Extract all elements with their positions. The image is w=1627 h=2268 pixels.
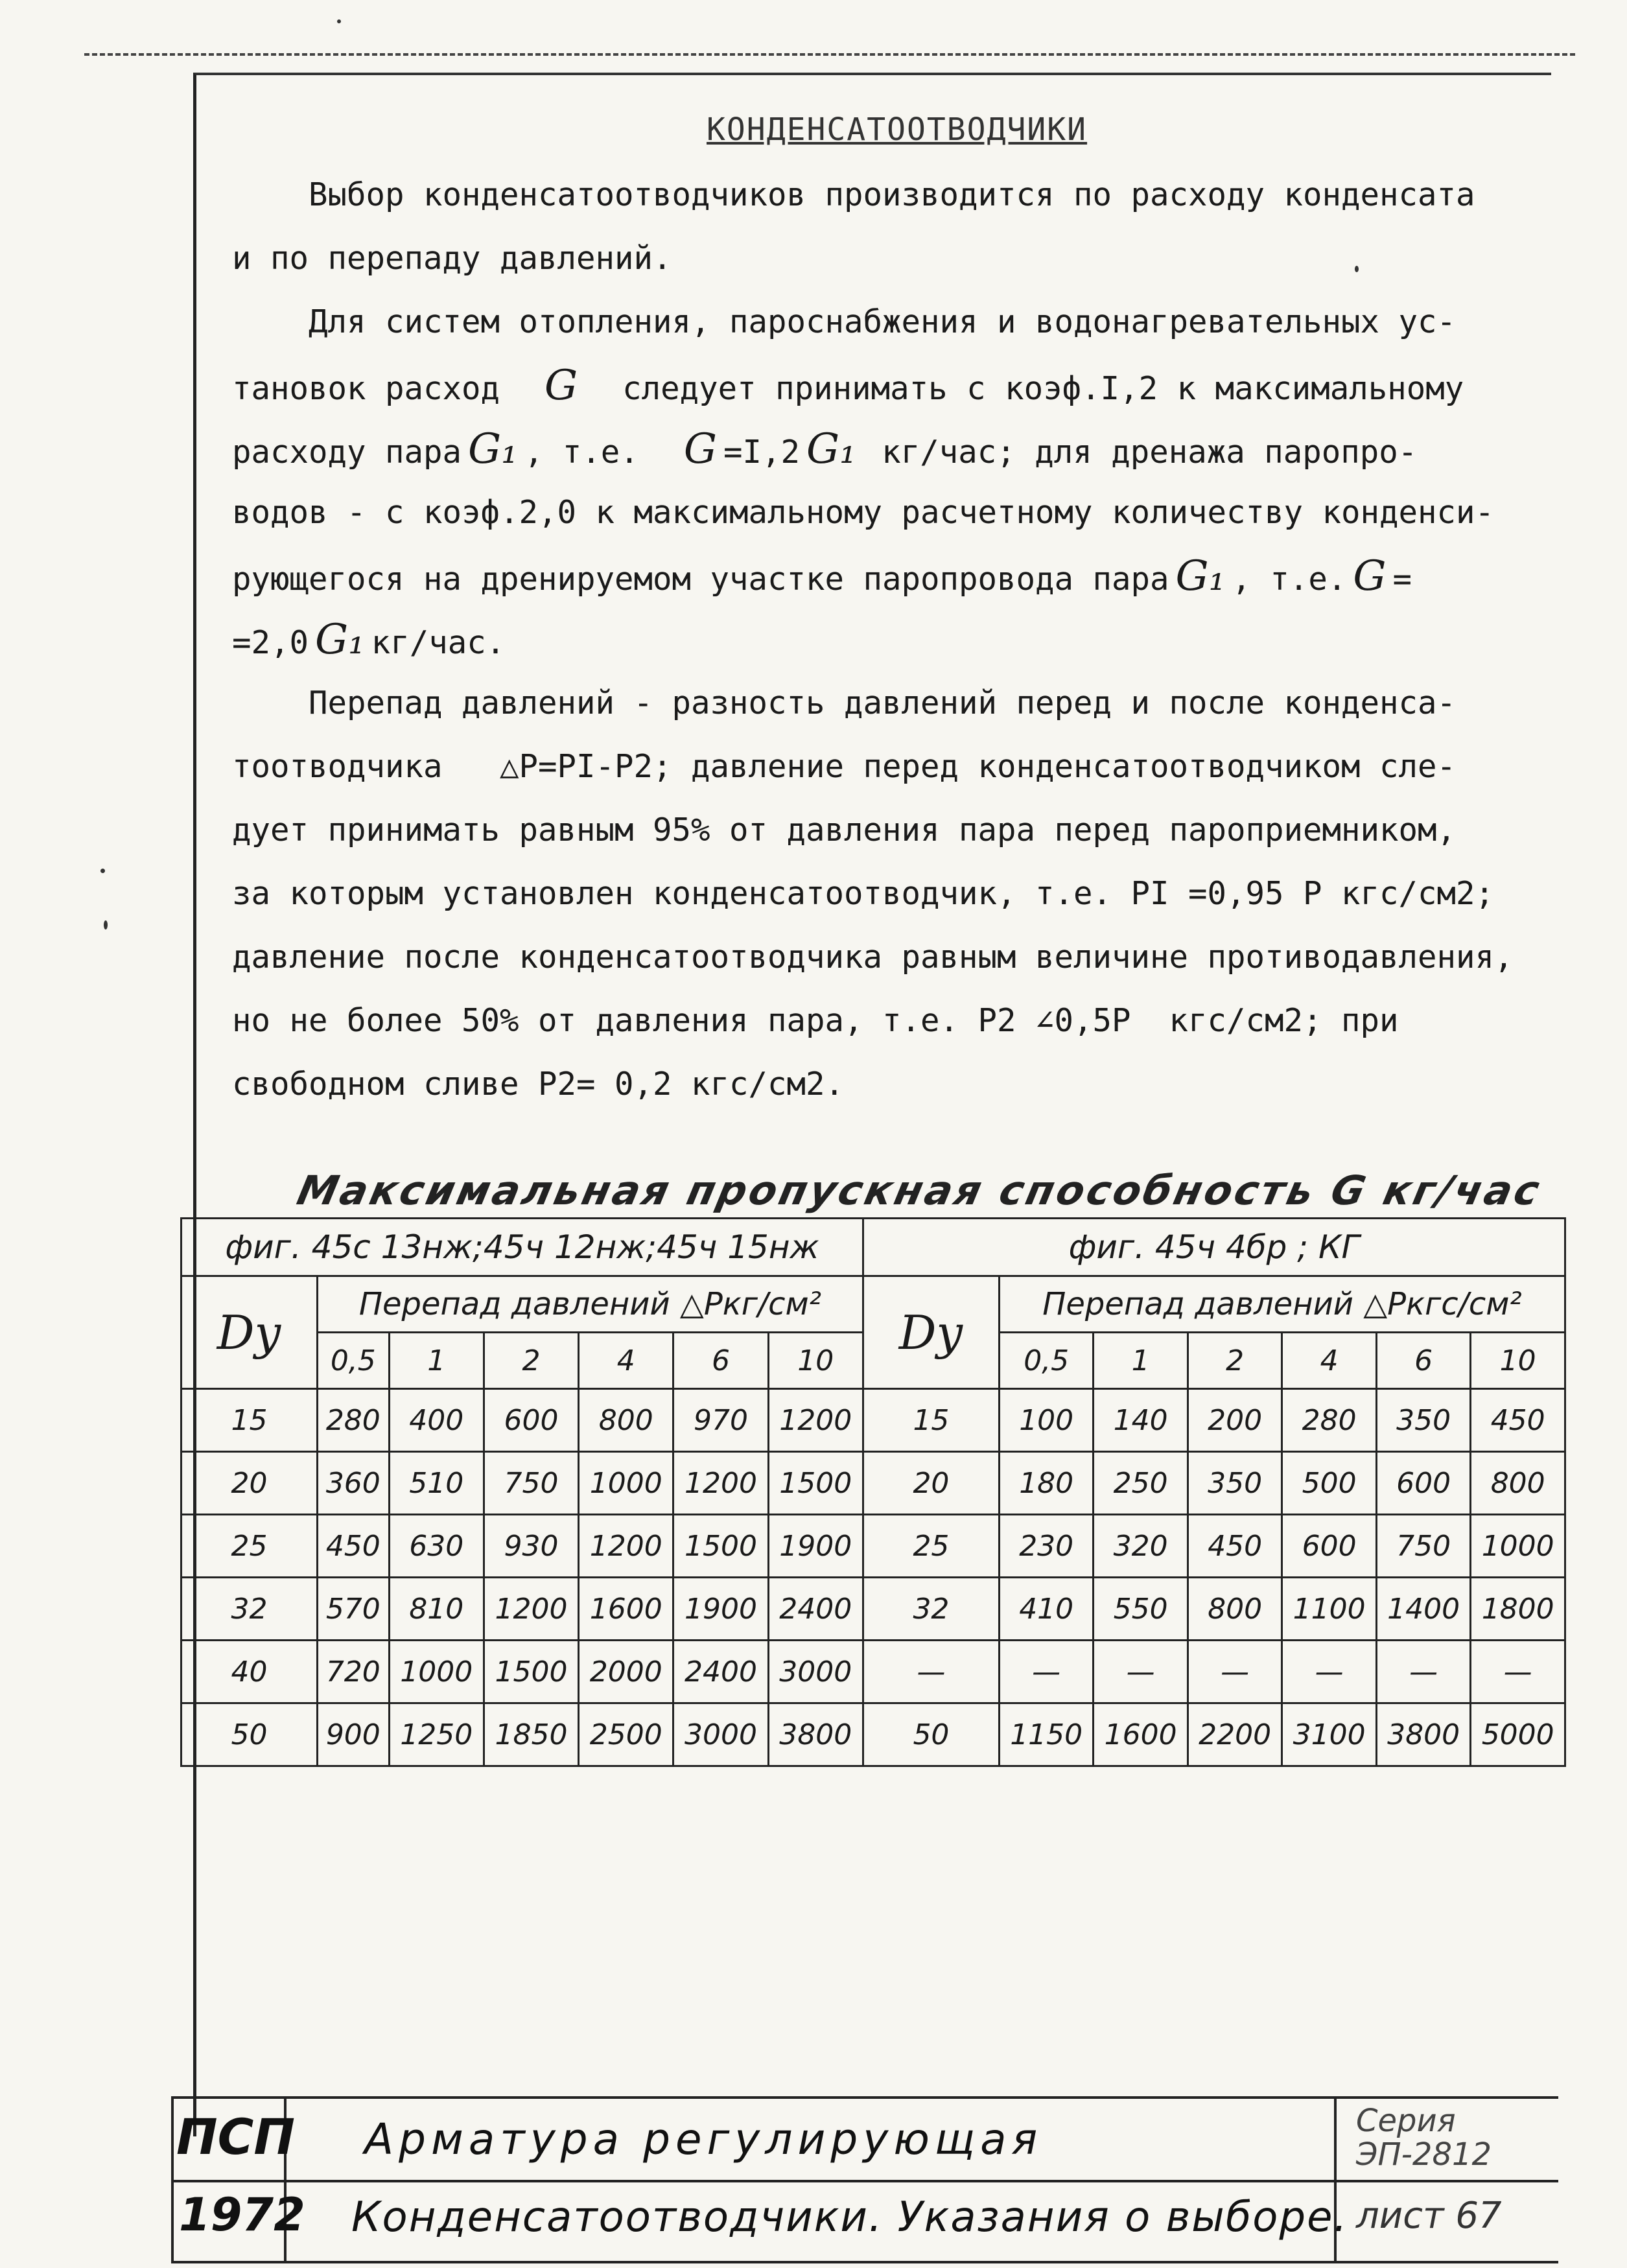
capacity-cell: 400 — [389, 1389, 484, 1452]
symbol-g: G — [683, 425, 717, 473]
capacity-cell: 410 — [999, 1578, 1093, 1641]
dy-cell: 40 — [181, 1641, 318, 1703]
title-block-title-cell — [287, 2099, 1479, 2261]
symbol-g1: G₁ — [806, 425, 856, 473]
dy-cell: 50 — [863, 1703, 999, 1766]
pressure-col: 1 — [389, 1333, 484, 1389]
paragraph-line: водов - с коэф.2,0 к максимальному расчетному количеству конденси- — [232, 494, 1495, 531]
top-rule — [84, 53, 1575, 56]
capacity-cell: 100 — [999, 1389, 1093, 1452]
dy-cell: 20 — [863, 1452, 999, 1515]
symbol-g1: G₁ — [315, 616, 365, 664]
capacity-cell: 200 — [1188, 1389, 1282, 1452]
capacity-cell: 3000 — [673, 1703, 768, 1766]
capacity-cell: 230 — [999, 1515, 1093, 1578]
capacity-cell: 1500 — [484, 1641, 578, 1703]
capacity-cell: 1500 — [673, 1515, 768, 1578]
capacity-cell: 600 — [484, 1389, 578, 1452]
capacity-cell: 500 — [1282, 1452, 1376, 1515]
capacity-cell: 3800 — [768, 1703, 863, 1766]
capacity-cell: 350 — [1376, 1389, 1470, 1452]
capacity-cell: 1400 — [1376, 1578, 1470, 1641]
capacity-cell: 5000 — [1471, 1703, 1565, 1766]
capacity-cell: 1150 — [999, 1703, 1093, 1766]
capacity-cell: 600 — [1282, 1515, 1376, 1578]
capacity-cell: 1600 — [1094, 1703, 1188, 1766]
pressure-col: 10 — [1471, 1333, 1565, 1389]
paragraph-line: за которым установлен конденсатоотводчик, т.е. PI =0,95 P кгс/см2; — [232, 875, 1495, 912]
pressure-col: 0,5 — [318, 1333, 390, 1389]
symbol-g: G — [544, 362, 578, 410]
table-title: Максимальная пропускная способность G кг/час — [293, 1167, 1547, 1214]
capacity-cell: 2000 — [579, 1641, 673, 1703]
capacity-cell: 1800 — [1471, 1578, 1565, 1641]
pressure-header-left: Перепад давлений △Pкг/см² — [318, 1276, 863, 1333]
pressure-col: 4 — [579, 1333, 673, 1389]
capacity-cell: 800 — [1471, 1452, 1565, 1515]
title-block-sheet-cell — [1334, 2099, 1563, 2261]
table-row — [181, 1452, 1565, 1515]
capacity-cell: — — [1376, 1641, 1470, 1703]
pressure-header-right: Перепад давлений △Pкгс/см² — [999, 1276, 1565, 1333]
capacity-cell: 1200 — [484, 1578, 578, 1641]
capacity-cell: 2400 — [673, 1641, 768, 1703]
dy-header: Dу — [181, 1276, 318, 1389]
pressure-col: 2 — [1188, 1333, 1282, 1389]
capacity-cell: 600 — [1376, 1452, 1470, 1515]
pressure-col: 6 — [1376, 1333, 1470, 1389]
paragraph-line: и по перепаду давлений. — [232, 240, 672, 277]
capacity-cell: 180 — [999, 1452, 1093, 1515]
capacity-table — [180, 1217, 1566, 1767]
capacity-cell: 280 — [318, 1389, 390, 1452]
paragraph-line: рующегося на дренируемом участке паропровода пара G₁ , т.е. G = — [232, 552, 1412, 600]
capacity-cell: 630 — [389, 1515, 484, 1578]
capacity-cell: — — [1188, 1641, 1282, 1703]
capacity-cell: 970 — [673, 1389, 768, 1452]
dy-cell: 32 — [181, 1578, 318, 1641]
pressure-col: 1 — [1094, 1333, 1188, 1389]
table-body — [181, 1389, 1565, 1766]
dy-cell: 15 — [863, 1389, 999, 1452]
capacity-cell: — — [1094, 1641, 1188, 1703]
sheet-number: лист 67 — [1356, 2195, 1502, 2237]
title-block — [171, 2096, 1558, 2263]
table-row — [181, 1389, 1565, 1452]
capacity-cell: 1100 — [1282, 1578, 1376, 1641]
capacity-cell: — — [1471, 1641, 1565, 1703]
paragraph-line: тоотводчика △P=PI-P2; давление перед конденсатоотводчиком сле- — [232, 748, 1457, 785]
paragraph-line: =2,0 G₁ кг/час. — [232, 616, 506, 664]
symbol-g1: G₁ — [1175, 552, 1226, 600]
capacity-cell: 280 — [1282, 1389, 1376, 1452]
capacity-cell: 3100 — [1282, 1703, 1376, 1766]
capacity-cell: 2200 — [1188, 1703, 1282, 1766]
pressure-col: 6 — [673, 1333, 768, 1389]
paragraph-line: дует принимать равным 95% от давления пара перед пароприемником, — [232, 812, 1457, 848]
capacity-cell: 550 — [1094, 1578, 1188, 1641]
capacity-cell: 450 — [318, 1515, 390, 1578]
group-header-right: фиг. 45ч 4бр ; КГ — [863, 1219, 1565, 1276]
dy-cell: 20 — [181, 1452, 318, 1515]
capacity-cell: 750 — [484, 1452, 578, 1515]
document-title: Конденсатоотводчики. Указания о выборе. — [351, 2193, 1348, 2241]
pressure-col: 4 — [1282, 1333, 1376, 1389]
capacity-cell: 2400 — [768, 1578, 863, 1641]
dy-cell: 50 — [181, 1703, 318, 1766]
paragraph-line: тановок расход G следует принимать с коэф.I,2 к максимальному — [232, 362, 1464, 410]
capacity-cell: 510 — [389, 1452, 484, 1515]
capacity-cell: 1900 — [768, 1515, 863, 1578]
table-row — [181, 1641, 1565, 1703]
pressure-col: 2 — [484, 1333, 578, 1389]
capacity-cell: 800 — [1188, 1578, 1282, 1641]
capacity-cell: 930 — [484, 1515, 578, 1578]
document-code: ПСП — [176, 2108, 295, 2166]
pressure-col: 0,5 — [999, 1333, 1093, 1389]
capacity-cell: 360 — [318, 1452, 390, 1515]
capacity-cell: 900 — [318, 1703, 390, 1766]
capacity-cell: 1250 — [389, 1703, 484, 1766]
capacity-cell: 800 — [579, 1389, 673, 1452]
scan-speck — [104, 920, 108, 929]
dy-header: Dу — [863, 1276, 999, 1389]
capacity-cell: 1500 — [768, 1452, 863, 1515]
capacity-cell: — — [1282, 1641, 1376, 1703]
capacity-cell: 1000 — [579, 1452, 673, 1515]
capacity-cell: 570 — [318, 1578, 390, 1641]
capacity-cell: 1200 — [768, 1389, 863, 1452]
capacity-cell: 1900 — [673, 1578, 768, 1641]
capacity-cell: 3000 — [768, 1641, 863, 1703]
capacity-cell: 3800 — [1376, 1703, 1470, 1766]
paragraph-line: но не более 50% от давления пара, т.е. P2 ∠0,5P кгс/см2; при — [232, 1002, 1399, 1039]
capacity-cell: 350 — [1188, 1452, 1282, 1515]
capacity-cell: 1000 — [389, 1641, 484, 1703]
pressure-col: 10 — [768, 1333, 863, 1389]
group-header-left: фиг. 45с 13нж;45ч 12нж;45ч 15нж — [181, 1219, 863, 1276]
dy-cell: 32 — [863, 1578, 999, 1641]
scan-speck — [100, 869, 105, 873]
capacity-cell: — — [999, 1641, 1093, 1703]
dy-cell: 15 — [181, 1389, 318, 1452]
capacity-cell: 1850 — [484, 1703, 578, 1766]
title-block-code-cell — [174, 2099, 305, 2261]
capacity-cell: 750 — [1376, 1515, 1470, 1578]
series-label: Серия ЭП-2812 — [1356, 2103, 1492, 2173]
capacity-cell: 2500 — [579, 1703, 673, 1766]
table-row — [181, 1703, 1565, 1766]
capacity-cell: 1200 — [579, 1515, 673, 1578]
capacity-cell: 1200 — [673, 1452, 768, 1515]
paragraph-line: свободном сливе P2= 0,2 кгс/см2. — [232, 1066, 845, 1103]
capacity-cell: 450 — [1471, 1389, 1565, 1452]
dy-cell: 25 — [181, 1515, 318, 1578]
paragraph-line: Перепад давлений - разность давлений перед и после конденса- — [232, 684, 1457, 721]
page-title: КОНДЕНСАТООТВОДЧИКИ — [707, 111, 1088, 148]
capacity-cell: 450 — [1188, 1515, 1282, 1578]
capacity-cell: 1000 — [1471, 1515, 1565, 1578]
capacity-cell: 320 — [1094, 1515, 1188, 1578]
scan-speck — [1355, 266, 1359, 272]
symbol-g1: G₁ — [468, 425, 518, 473]
capacity-cell: 720 — [318, 1641, 390, 1703]
paragraph-line: Для систем отопления, пароснабжения и водонагревательных ус- — [232, 303, 1457, 340]
table-row — [181, 1515, 1565, 1578]
capacity-cell: 810 — [389, 1578, 484, 1641]
dy-cell: — — [863, 1641, 999, 1703]
paragraph-line: давление после конденсатоотводчика равным величине противодавления, — [232, 939, 1514, 976]
scan-speck — [337, 19, 341, 23]
dy-cell: 25 — [863, 1515, 999, 1578]
document-year: 1972 — [179, 2188, 305, 2241]
table-row — [181, 1578, 1565, 1641]
document-subject: Арматура регулирующая — [364, 2114, 1043, 2164]
symbol-g: G — [1353, 552, 1387, 600]
paragraph-line: расходу пара G₁ , т.е. G =I,2 G₁ кг/час; для дренажа паропро- — [232, 425, 1418, 473]
capacity-cell: 140 — [1094, 1389, 1188, 1452]
capacity-cell: 1600 — [579, 1578, 673, 1641]
paragraph-line: Выбор конденсатоотводчиков производится по расходу конденсата — [232, 176, 1475, 213]
capacity-cell: 250 — [1094, 1452, 1188, 1515]
